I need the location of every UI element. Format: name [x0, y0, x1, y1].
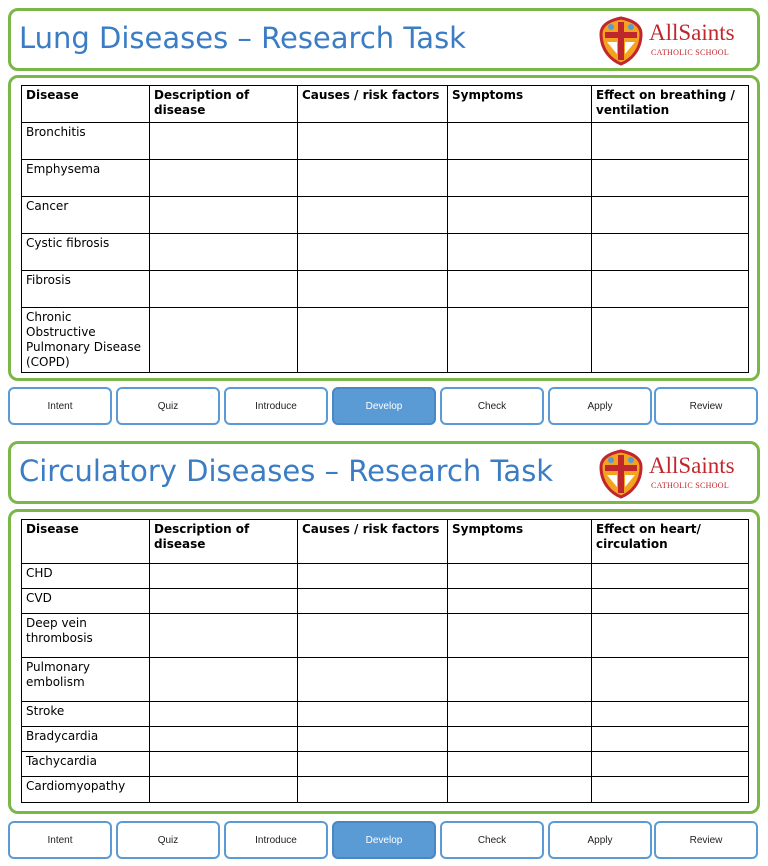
symptoms-cell[interactable]	[448, 727, 592, 752]
table-row	[22, 564, 749, 589]
symptoms-cell[interactable]	[448, 702, 592, 727]
symptoms-cell[interactable]	[448, 271, 592, 308]
effect-cell[interactable]	[592, 123, 749, 160]
causes-cell[interactable]	[298, 564, 448, 589]
table-row	[22, 702, 749, 727]
circulatory-page-title: Circulatory Diseases – Research Task	[19, 454, 554, 488]
symptoms-cell[interactable]	[448, 777, 592, 803]
description-cell[interactable]	[150, 234, 298, 271]
school-subtitle: CATHOLIC SCHOOL	[651, 481, 730, 490]
column-header-disease: Disease	[22, 86, 150, 123]
school-logo	[597, 16, 747, 66]
column-header-disease: Disease	[22, 520, 150, 564]
causes-cell[interactable]	[298, 658, 448, 702]
lung-page-title: Lung Diseases – Research Task	[19, 21, 466, 55]
lung-title-panel	[8, 8, 760, 71]
column-header-effect: Effect on heart/ circulation	[592, 520, 749, 564]
symptoms-cell[interactable]	[448, 589, 592, 614]
column-header-description: Description of disease	[150, 86, 298, 123]
circulatory-research-table	[21, 519, 749, 803]
column-header-description: Description of disease	[150, 520, 298, 564]
disease-name-cell: Cystic fibrosis	[22, 234, 150, 271]
table-row	[22, 727, 749, 752]
nav-review-button[interactable]: Review	[654, 387, 758, 425]
causes-cell[interactable]	[298, 308, 448, 373]
lesson-nav	[8, 821, 760, 861]
disease-name-cell: Bronchitis	[22, 123, 150, 160]
causes-cell[interactable]	[298, 702, 448, 727]
school-logo	[597, 449, 747, 499]
table-row	[22, 658, 749, 702]
symptoms-cell[interactable]	[448, 234, 592, 271]
description-cell[interactable]	[150, 564, 298, 589]
causes-cell[interactable]	[298, 123, 448, 160]
circulatory-title-panel	[8, 441, 760, 504]
symptoms-cell[interactable]	[448, 658, 592, 702]
effect-cell[interactable]	[592, 702, 749, 727]
effect-cell[interactable]	[592, 160, 749, 197]
disease-name-cell: Bradycardia	[22, 727, 150, 752]
lesson-nav	[8, 387, 760, 427]
causes-cell[interactable]	[298, 777, 448, 803]
column-header-causes: Causes / risk factors	[298, 86, 448, 123]
nav-intent-button[interactable]: Intent	[8, 821, 112, 859]
disease-name-cell: Stroke	[22, 702, 150, 727]
symptoms-cell[interactable]	[448, 123, 592, 160]
causes-cell[interactable]	[298, 197, 448, 234]
causes-cell[interactable]	[298, 614, 448, 658]
effect-cell[interactable]	[592, 564, 749, 589]
symptoms-cell[interactable]	[448, 614, 592, 658]
nav-quiz-button[interactable]: Quiz	[116, 821, 220, 859]
school-crest-icon	[597, 16, 645, 66]
table-row	[22, 752, 749, 777]
causes-cell[interactable]	[298, 752, 448, 777]
causes-cell[interactable]	[298, 727, 448, 752]
table-header-row	[22, 86, 749, 123]
effect-cell[interactable]	[592, 614, 749, 658]
disease-name-cell: CVD	[22, 589, 150, 614]
disease-name-cell: Emphysema	[22, 160, 150, 197]
disease-name-cell: Chronic Obstructive Pulmonary Disease (COPD)	[22, 308, 150, 373]
description-cell[interactable]	[150, 727, 298, 752]
effect-cell[interactable]	[592, 727, 749, 752]
column-header-effect: Effect on breathing / ventilation	[592, 86, 749, 123]
causes-cell[interactable]	[298, 160, 448, 197]
effect-cell[interactable]	[592, 234, 749, 271]
school-name: AllSaints	[649, 453, 735, 478]
nav-develop-button[interactable]: Develop	[332, 387, 436, 425]
symptoms-cell[interactable]	[448, 752, 592, 777]
symptoms-cell[interactable]	[448, 308, 592, 373]
nav-apply-button[interactable]: Apply	[548, 821, 652, 859]
nav-check-button[interactable]: Check	[440, 387, 544, 425]
causes-cell[interactable]	[298, 271, 448, 308]
causes-cell[interactable]	[298, 589, 448, 614]
nav-apply-button[interactable]: Apply	[548, 387, 652, 425]
description-cell[interactable]	[150, 702, 298, 727]
causes-cell[interactable]	[298, 234, 448, 271]
effect-cell[interactable]	[592, 589, 749, 614]
disease-name-cell: Pulmonary embolism	[22, 658, 150, 702]
school-subtitle: CATHOLIC SCHOOL	[651, 48, 730, 57]
nav-introduce-button[interactable]: Introduce	[224, 387, 328, 425]
effect-cell[interactable]	[592, 197, 749, 234]
description-cell[interactable]	[150, 197, 298, 234]
disease-name-cell: Tachycardia	[22, 752, 150, 777]
disease-name-cell: Deep vein thrombosis	[22, 614, 150, 658]
nav-introduce-button[interactable]: Introduce	[224, 821, 328, 859]
lung-research-table	[21, 85, 749, 373]
symptoms-cell[interactable]	[448, 564, 592, 589]
description-cell[interactable]	[150, 308, 298, 373]
nav-quiz-button[interactable]: Quiz	[116, 387, 220, 425]
description-cell[interactable]	[150, 589, 298, 614]
table-row	[22, 777, 749, 803]
column-header-symptoms: Symptoms	[448, 86, 592, 123]
nav-intent-button[interactable]: Intent	[8, 387, 112, 425]
description-cell[interactable]	[150, 614, 298, 658]
table-row	[22, 271, 749, 308]
table-row	[22, 123, 749, 160]
nav-review-button[interactable]: Review	[654, 821, 758, 859]
effect-cell[interactable]	[592, 308, 749, 373]
disease-name-cell: Fibrosis	[22, 271, 150, 308]
table-row	[22, 234, 749, 271]
school-crest-icon	[597, 449, 645, 499]
table-header-row	[22, 520, 749, 564]
description-cell[interactable]	[150, 752, 298, 777]
column-header-symptoms: Symptoms	[448, 520, 592, 564]
symptoms-cell[interactable]	[448, 160, 592, 197]
disease-name-cell: Cancer	[22, 197, 150, 234]
effect-cell[interactable]	[592, 777, 749, 803]
description-cell[interactable]	[150, 160, 298, 197]
effect-cell[interactable]	[592, 271, 749, 308]
disease-name-cell: CHD	[22, 564, 150, 589]
disease-name-cell: Cardiomyopathy	[22, 777, 150, 803]
symptoms-cell[interactable]	[448, 197, 592, 234]
description-cell[interactable]	[150, 658, 298, 702]
circulatory-table-panel	[8, 509, 760, 814]
description-cell[interactable]	[150, 123, 298, 160]
table-row	[22, 614, 749, 658]
table-row	[22, 589, 749, 614]
description-cell[interactable]	[150, 271, 298, 308]
effect-cell[interactable]	[592, 658, 749, 702]
school-name: AllSaints	[649, 20, 735, 45]
table-row	[22, 308, 749, 373]
table-row	[22, 160, 749, 197]
column-header-causes: Causes / risk factors	[298, 520, 448, 564]
description-cell[interactable]	[150, 777, 298, 803]
nav-develop-button[interactable]: Develop	[332, 821, 436, 859]
lung-table-panel	[8, 75, 760, 381]
effect-cell[interactable]	[592, 752, 749, 777]
nav-check-button[interactable]: Check	[440, 821, 544, 859]
table-row	[22, 197, 749, 234]
